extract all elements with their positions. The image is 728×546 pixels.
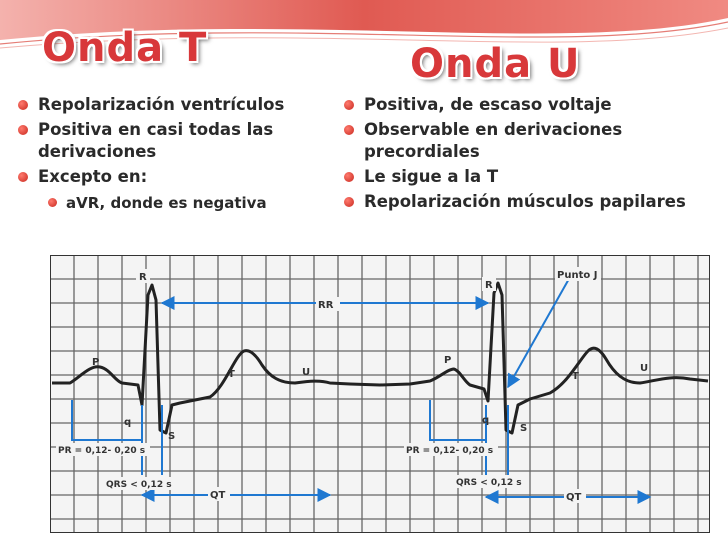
bullet-item: [340, 119, 720, 163]
bullet-dot-icon: [344, 125, 354, 135]
label-qrs-right: QRS < 0,12 s: [456, 478, 522, 488]
label-q-left: q: [124, 417, 132, 428]
label-u-right: U: [640, 363, 649, 374]
label-p-left: P: [92, 357, 100, 368]
bullet-text: Positiva, de escaso voltaje: [364, 95, 612, 114]
label-punto-j: Punto J: [557, 270, 598, 281]
bullet-text: Excepto en:: [38, 167, 148, 186]
slide-title-onda-t: Onda T: [42, 25, 208, 71]
ecg-diagram: [50, 255, 710, 533]
left-bullet-list: [14, 94, 344, 217]
sub-bullet-text: aVR, donde es negativa: [66, 194, 267, 212]
label-p-right: P: [444, 355, 452, 366]
label-pr-right: PR = 0,12- 0,20 s: [406, 446, 494, 456]
bullet-text: Repolarización músculos papilares: [364, 192, 686, 211]
bullet-text: Repolarización ventrículos: [38, 95, 285, 114]
bullet-dot-icon: [344, 100, 354, 110]
label-r-left: R: [139, 272, 147, 283]
bullet-item: [14, 166, 344, 188]
bullet-item: [340, 166, 720, 188]
label-pr-left: PR = 0,12- 0,20 s: [58, 446, 146, 456]
bullet-item: [14, 94, 344, 116]
label-u-left: U: [302, 367, 311, 378]
bullet-item: [14, 119, 344, 163]
label-qt-right: QT: [566, 492, 582, 503]
label-qt-left: QT: [210, 490, 226, 501]
bullet-dot-icon: [48, 198, 57, 207]
label-r-right: R: [485, 280, 493, 291]
label-s-right: S: [520, 423, 528, 434]
label-s-left: S: [168, 431, 176, 442]
label-rr: RR: [318, 300, 334, 311]
label-t-right: T: [572, 371, 579, 382]
sub-bullet-item: [14, 192, 344, 214]
bullet-dot-icon: [18, 125, 28, 135]
bullet-text: Observable en derivaciones precordiales: [364, 120, 623, 161]
bullet-dot-icon: [344, 172, 354, 182]
slide-title-onda-u: Onda U: [410, 41, 581, 87]
bullet-dot-icon: [344, 197, 354, 207]
bullet-item: [340, 191, 720, 213]
label-qrs-left: QRS < 0,12 s: [106, 480, 172, 490]
bullet-item: [340, 94, 720, 116]
label-t-left: T: [228, 369, 235, 380]
bullet-dot-icon: [18, 100, 28, 110]
right-bullet-list: [340, 94, 720, 216]
bullet-dot-icon: [18, 172, 28, 182]
bullet-text: Positiva en casi todas las derivaciones: [38, 120, 274, 161]
bullet-text: Le sigue a la T: [364, 167, 499, 186]
label-q-right: q: [482, 415, 490, 426]
